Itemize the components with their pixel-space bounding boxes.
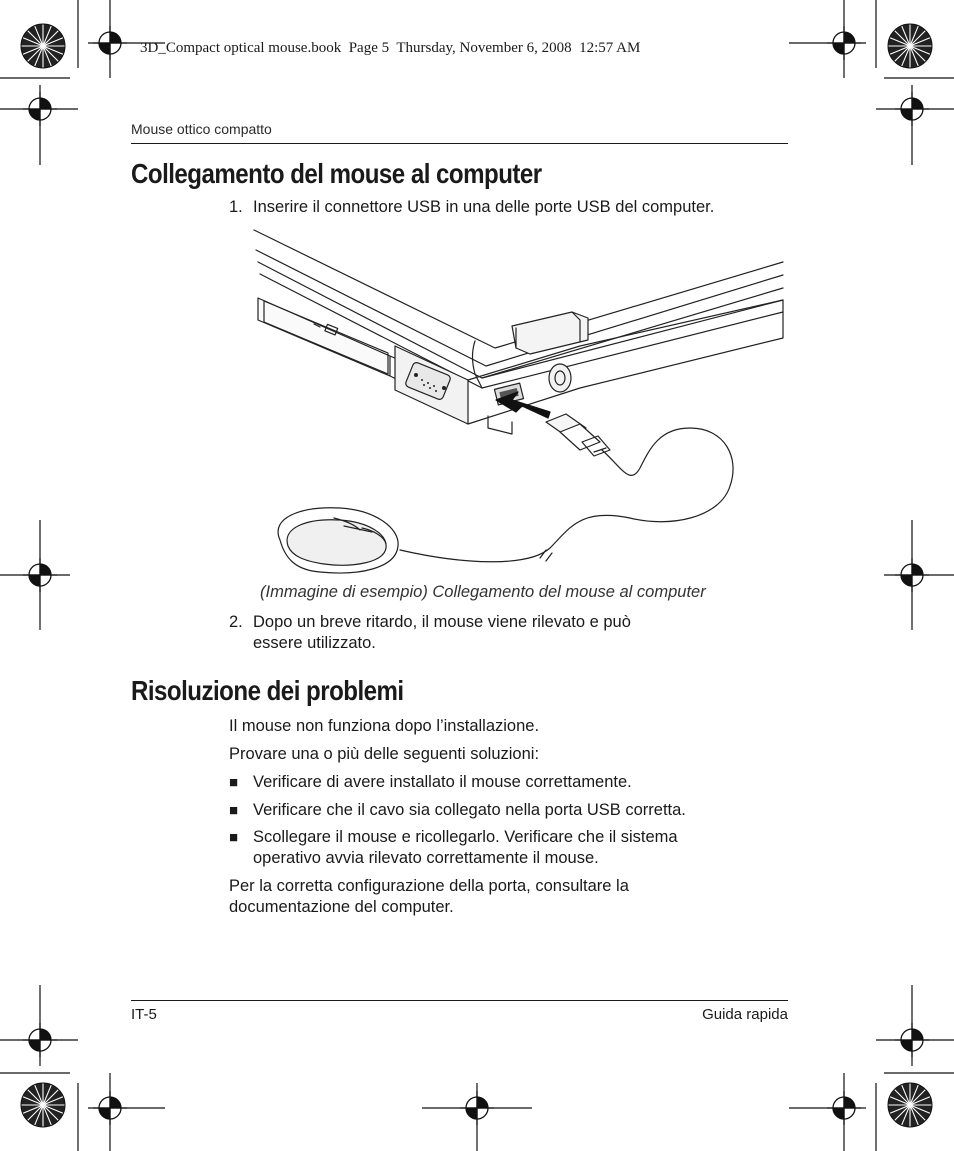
page-number: IT-5 [131,1006,157,1023]
footer-guide-name: Guida rapida [702,1006,788,1023]
section-title-connect: Collegamento del mouse al computer [131,158,542,189]
list-item [0,800,954,822]
step-text-line-2: essere utilizzato. [253,634,376,652]
list-item-text-line-2: operativo avvia rilevato correttamente il mouse. [253,849,599,867]
closing-paragraph-line-2: documentazione del computer. [229,898,454,916]
closing-paragraph-line-1: Per la corretta configurazione della porta, consultare la [229,877,629,895]
section-title-troubleshooting: Risoluzione dei problemi [131,675,404,706]
footer-rule [131,1000,788,1001]
running-header: Mouse ottico compatto [131,121,272,137]
list-item-text: Verificare che il cavo sia collegato nella porta USB corretta. [253,801,686,819]
step-number: 1. [229,198,243,216]
step-text: Inserire il connettore USB in una delle porte USB del computer. [253,198,715,216]
step-1 [0,197,954,221]
bullet-icon: ■ [229,802,239,819]
bullet-icon: ■ [229,774,239,791]
header-rule [131,143,788,144]
list-item-text: Verificare di avere installato il mouse correttamente. [253,773,632,791]
list-item [0,772,954,794]
list-item-text-line-1: Scollegare il mouse e ricollegarlo. Verificare che il sistema [253,828,678,846]
step-2 [0,612,954,656]
troubleshoot-solutions-intro: Provare una o più delle seguenti soluzioni: [229,745,540,763]
figure-caption: (Immagine di esempio) Collegamento del mouse al computer [260,583,706,601]
step-text-line-1: Dopo un breve ritardo, il mouse viene rilevato e può [253,613,631,631]
slug-line: 3D_Compact optical mouse.book Page 5 Thursday, November 6, 2008 12:57 AM [140,40,641,56]
list-item [0,827,954,871]
step-number: 2. [229,613,243,631]
bullet-icon: ■ [229,829,239,846]
illustration-laptop-mouse [250,228,790,580]
troubleshoot-intro: Il mouse non funziona dopo l’installazione. [229,717,540,735]
